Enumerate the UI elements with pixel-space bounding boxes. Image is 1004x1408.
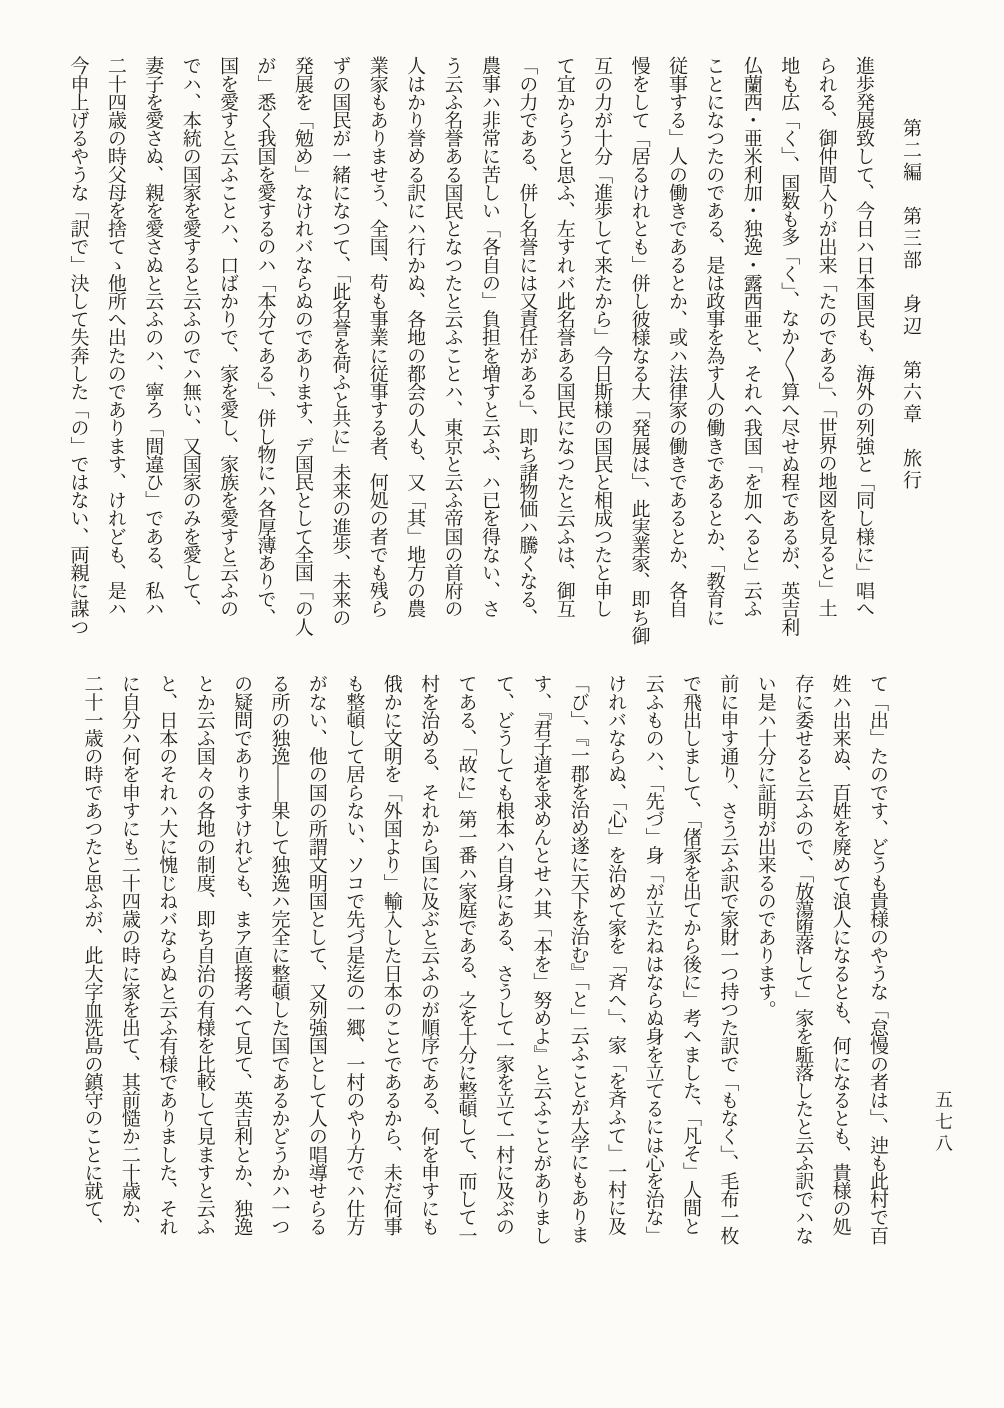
text-line: 姓ハ出来ぬ、百姓を廃めて浪人になるとも、何になるとも、貴様の処 <box>829 674 851 1236</box>
text-line: 慢をして「居るけれとも」併し彼様なる大「発展は」、此実業家、即ち御 <box>628 56 650 644</box>
text-line: 二十一歳の時であつたと思ふが、此大字血洗島の鎮守のことに就て、 <box>81 674 103 1236</box>
text-line: 存に委せると云ふので、「放蕩堕落して」家を駈落したと云ふ訳でハな <box>792 674 814 1244</box>
text-line: が」悉く我国を愛するのハ「本分てある」、併し物にハ各厚薄ありで、 <box>254 56 276 626</box>
top-text-block <box>59 56 882 656</box>
text-line: 仏蘭西・亜米利加・独逸・露西亜と、それへ我国「を加へると」云ふ <box>740 56 762 618</box>
text-line: て、どうしても根本ハ自身にある、さうして一家を立て一村に及ぶの <box>492 674 514 1236</box>
text-line: う云ふ名誉ある国民となつたと云ふことハ、東京と云ふ帝国の首府の <box>441 56 463 618</box>
text-line: 人はかり誉める訳にハ行かぬ、各地の都会の人も、又「其」地方の農 <box>404 56 426 618</box>
bottom-text-block <box>73 674 896 1284</box>
text-line: 互の力が十分「進歩して来たから」今日斯様の国民と相成つたと申し <box>591 56 613 618</box>
page-number: 五七八 <box>933 1090 953 1156</box>
text-line: い是ハ十分に証明が出来るのであります。 <box>754 674 776 1018</box>
text-line: の疑問でありますけれども、まア直接考へて見て、英吉利とか、独逸 <box>231 674 253 1236</box>
text-line: 「び」、『一郡を治め遂に天下を治む』「と」云ふことが大学にもありま <box>567 674 589 1243</box>
text-line: とか云ふ国々の各地の制度、即ち自治の有様を比較して見ますと云ふ <box>193 674 215 1236</box>
text-line: けれバならぬ、「心」を治めて家を「斉へ」、家「を斉ふて」一村に及 <box>605 674 627 1235</box>
text-line: す、『君子道を求めんとせハ其「本を」努めよ』と云ふことがありまし <box>530 674 552 1244</box>
text-line: 国を愛すと云ふことハ、口ばかりで、家を愛し、家族を愛すと云ふの <box>217 56 239 618</box>
text-line: てある、「故に」第一番ハ家庭である、之を十分に整頓して、而して一 <box>455 674 477 1244</box>
text-line: 地も広「く」、国数も多「く」、なか〱算へ尽せぬ程であるが、英吉利 <box>778 56 800 636</box>
text-line: も整頓して居らない、ソコで先づ是迄の一郷、一村のやり方でハ仕方 <box>343 674 365 1236</box>
text-line: ずの国民が一緒になつて、「此名誉を荷ふと共に」未来の進歩、未来の <box>329 56 351 626</box>
text-line: 従事する」人の働きであるとか、或ハ法律家の働きであるとか、各自 <box>665 56 687 618</box>
text-line: 発展を「勉め」なけれバならぬのであります、デ国民として全国「の人 <box>291 56 313 636</box>
text-line: 今申上げるやうな「訳で」決して失奔した「の」ではない、両親に謀つ <box>67 56 89 636</box>
text-line: で飛出しまして、「偖家を出てから後に」考へました、「凡そ」人間と <box>679 674 701 1235</box>
text-line: 妻子を愛さぬ、親を愛さぬと云ふのハ、寧ろ「間違ひ」である、私ハ <box>142 56 164 618</box>
text-line: 進歩発展致して、今日ハ日本国民も、海外の列強と「同し様に」唱へ <box>853 56 874 618</box>
text-line: 前に申す通り、さう云ふ訳で家財一つ持つた訳で「もなく」、毛布一枚 <box>717 674 739 1244</box>
text-line: て「出」たのです、どうも貴様のやうな「怠慢の者は」、迚も此村で百 <box>867 674 888 1244</box>
text-line: ことになつたのである、是は政事を為す人の働きであるとか、「教育に <box>703 56 725 626</box>
text-line: 村を治める、それから国に及ぶと云ふのが順序である、何を申すにも <box>418 674 440 1236</box>
text-line: る所の独逸——果して独逸ハ完全に整頓した国であるかどうかハ一つ <box>268 674 290 1236</box>
text-line: られる、御仲間入りが出来「たのである」、「世界の地図を見ると」土 <box>815 56 837 617</box>
text-line: 俄かに文明を「外国より」輸入した日本のことであるから、未だ何事 <box>380 674 402 1236</box>
text-line: 「の力である、併し名誉には又責任がある」、即ち諸物価ハ騰くなる、 <box>516 56 538 626</box>
text-line: て宜からうと思ふ、左すれバ此名誉ある国民になつたと云ふは、御互 <box>553 56 575 618</box>
chapter-header: 第二編 第三部 身辺 第六章 旅行 <box>900 118 921 492</box>
text-line: に自分ハ何を申すにも二十四歳の時に家を出て、其前慥か二十歳か、 <box>118 674 140 1236</box>
text-line: 農事ハ非常に苦しい「各自の」負担を増すと云ふ、ハ已を得ない、さ <box>478 56 500 618</box>
text-line: 云ふものハ、「先づ」身「が立たねはならぬ身を立てるには心を治な」 <box>642 674 664 1244</box>
text-line: でハ、本統の国家を愛すると云ふのでハ無い、又国家のみを愛して、 <box>179 56 201 618</box>
text-line: 業家もありませう、全国、苟も事業に従事する者、何処の者でも残ら <box>366 56 388 618</box>
text-line: がない、他の国の所謂文明国として、又列強国として人の唱導せらる <box>305 674 327 1236</box>
text-line: 二十四歳の時父母を捨てゝ他所へ出たのであります、けれども、是ハ <box>104 56 126 618</box>
text-line: と、日本のそれハ大に愧じねバならぬと云ふ有様でありました、それ <box>156 674 178 1236</box>
